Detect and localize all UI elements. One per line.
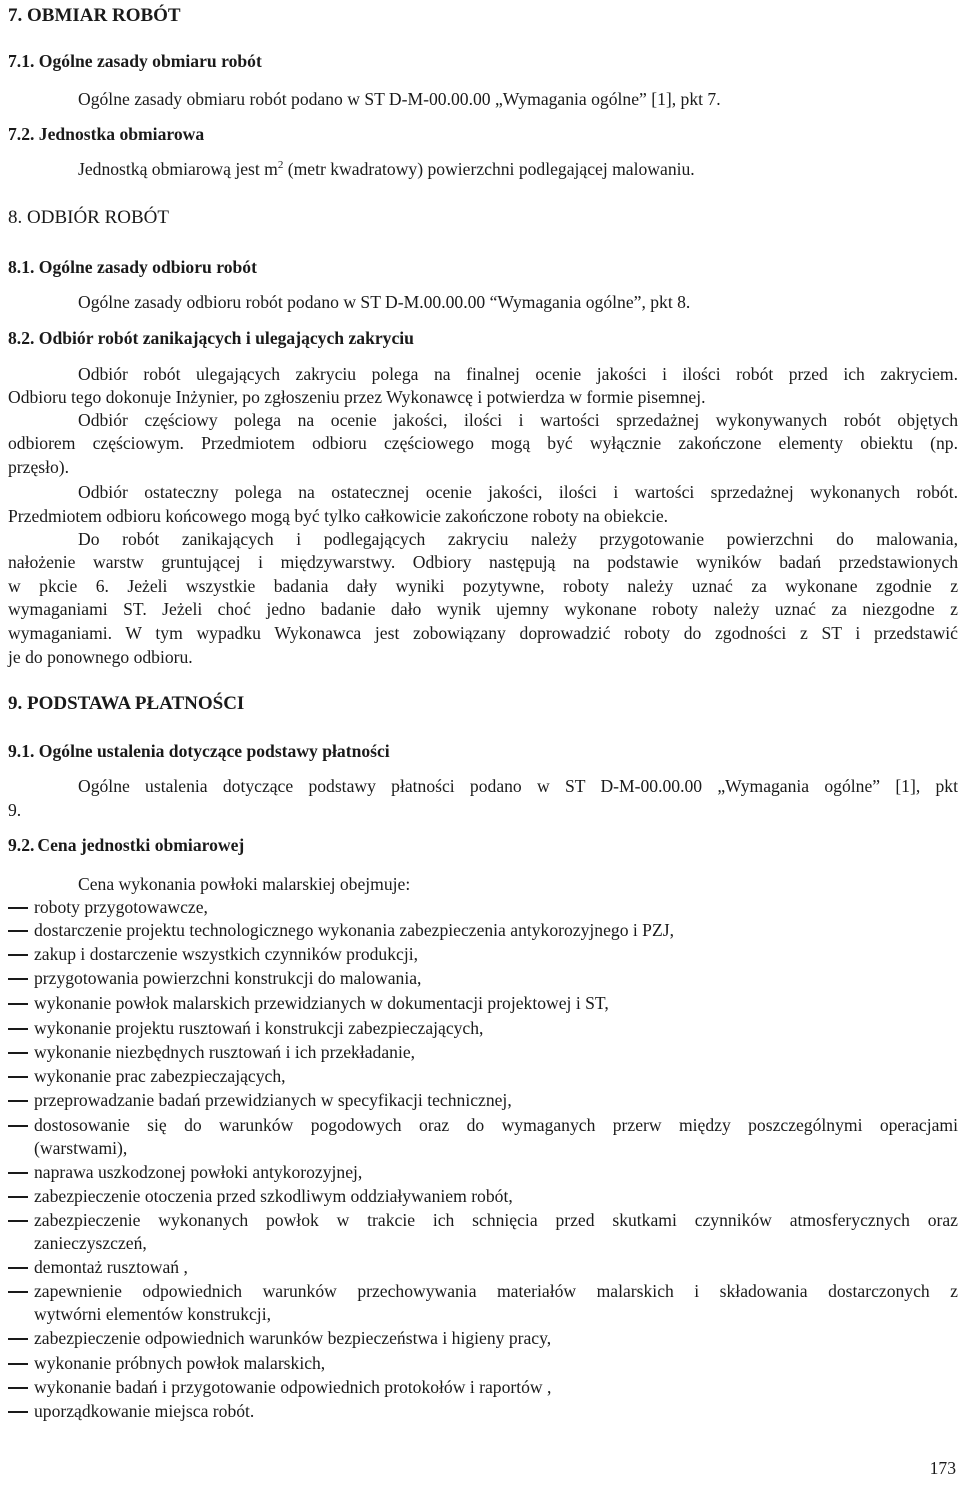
dash-bullet <box>8 1003 28 1005</box>
list-item: zabezpieczenie odpowiednich warunków bezpieczeństwa i higieny pracy, <box>34 1328 552 1348</box>
section-9-heading: 9. PODSTAWA PŁATNOŚCI <box>8 693 245 714</box>
paragraph-line: Odbiór ostateczny polega na ostatecznej ocenie jakości, ilości i wartości sprzedażnej wykonanych robót. <box>78 482 958 502</box>
section-8-heading: 8. ODBIÓR ROBÓT <box>8 207 169 228</box>
paragraph-line: Odbioru tego dokonuje Inżynier, po zgłoszeniu przez Wykonawcę i potwierdza w formie pisemnej. <box>8 387 706 407</box>
dash-bullet <box>8 1196 28 1198</box>
list-item: zakup i dostarczenie wszystkich czynników produkcji, <box>34 944 419 964</box>
section-7-2-heading: 7.2. Jednostka obmiarowa <box>8 124 205 144</box>
dash-bullet <box>8 1028 28 1030</box>
dash-bullet <box>8 930 28 932</box>
dash-bullet <box>8 907 28 909</box>
section-9-1-text: Ogólne ustalenia dotyczące podstawy płatności podano w ST D-M-00.00.00 „Wymagania ogólne” [1], pkt <box>78 776 958 796</box>
section-8-2-heading: 8.2. Odbiór robót zanikających i ulegających zakryciu <box>8 328 414 348</box>
section-8-1-text: Ogólne zasady odbioru robót podano w ST D-M.00.00.00 “Wymagania ogólne”, pkt 8. <box>78 292 691 312</box>
dash-bullet <box>8 978 28 980</box>
dash-bullet <box>8 1125 28 1127</box>
list-item: dostosowanie się do warunków pogodowych oraz do wymaganych przerw między poszczególnymi operacjami <box>34 1115 958 1135</box>
list-item: zabezpieczenie wykonanych powłok w trakcie ich schnięcia przed skutkami czynników atmosferycznych oraz <box>34 1210 958 1230</box>
list-item: zapewnienie odpowiednich warunków przechowywania materiałów malarskich i składowania dostarczonych z <box>34 1281 958 1301</box>
list-item-continuation: zanieczyszczeń, <box>34 1233 147 1253</box>
list-item: naprawa uszkodzonej powłoki antykorozyjnej, <box>34 1162 363 1182</box>
list-item: dostarczenie projektu technologicznego wykonania zabezpieczenia antykorozyjnego i PZJ, <box>34 920 674 940</box>
paragraph-line: je do ponownego odbioru. <box>8 647 193 667</box>
list-item: uporządkowanie miejsca robót. <box>34 1401 255 1421</box>
paragraph-line: odbiorem częściowym. Przedmiotem odbioru częściowego mogą być wyłącznie zakończone elementy obiektu (np. <box>8 433 958 453</box>
section-7-1-heading: 7.1. Ogólne zasady obmiaru robót <box>8 51 262 71</box>
list-item-continuation: wytwórni elementów konstrukcji, <box>34 1304 271 1324</box>
section-9-2-intro: Cena wykonania powłoki malarskiej obejmuje: <box>78 874 411 894</box>
page-number: 173 <box>929 1458 956 1478</box>
dash-bullet <box>8 1100 28 1102</box>
list-item: wykonanie powłok malarskich przewidzianych w dokumentacji projektowej i ST, <box>34 993 609 1013</box>
list-item: roboty przygotowawcze, <box>34 897 208 917</box>
list-item: wykonanie niezbędnych rusztowań i ich przekładanie, <box>34 1042 416 1062</box>
section-9-2-heading: 9.2. Cena jednostki obmiarowej <box>8 835 245 855</box>
paragraph-line: wymaganiami ST. Jeżeli choć jedno badanie dało wynik ujemny wykonane roboty należy uznać za niezgodne z <box>8 599 958 619</box>
dash-bullet <box>8 1267 28 1269</box>
paragraph-line: Do robót zanikających i podlegających zakryciu należy przygotowanie powierzchni do malowania, <box>78 529 958 549</box>
section-7-2-text: Jednostką obmiarową jest $m^2$ (metr kwadratowy) powierzchni podlegającej malowaniu. <box>78 159 695 179</box>
dash-bullet <box>8 1387 28 1389</box>
dash-bullet <box>8 1052 28 1054</box>
dash-bullet <box>8 1076 28 1078</box>
paragraph-line: w pkcie 6. Jeżeli wszystkie badania dały wyniki pozytywne, roboty należy uznać za wykonane zgodnie z <box>8 576 958 596</box>
section-7-heading: 7. OBMIAR ROBÓT <box>8 5 181 26</box>
section-7-1-text: Ogólne zasady obmiaru robót podano w ST D-M-00.00.00 „Wymagania ogólne” [1], pkt 7. <box>78 89 721 109</box>
section-8-1-heading: 8.1. Ogólne zasady odbioru robót <box>8 257 257 277</box>
paragraph-line: przęsło). <box>8 457 70 477</box>
dash-bullet <box>8 1411 28 1413</box>
paragraph-line: wymaganiami. W tym wypadku Wykonawca jest zobowiązany doprowadzić roboty do zgodności z ST i przedstawić <box>8 623 958 643</box>
paragraph-line: Przedmiotem odbioru końcowego mogą być tylko całkowicie zakończone roboty na obiekcie. <box>8 506 669 526</box>
dash-bullet <box>8 1220 28 1222</box>
list-item: wykonanie próbnych powłok malarskich, <box>34 1353 326 1373</box>
section-9-1-text-end: 9. <box>8 800 22 820</box>
dash-bullet <box>8 1363 28 1365</box>
list-item: wykonanie badań i przygotowanie odpowiednich protokołów i raportów , <box>34 1377 552 1397</box>
dash-bullet <box>8 954 28 956</box>
paragraph-line: Odbiór robót ulegających zakryciu polega na finalnej ocenie jakości i ilości robót przed ich zakryciem. <box>78 364 958 384</box>
dash-bullet <box>8 1291 28 1293</box>
list-item: wykonanie prac zabezpieczających, <box>34 1066 286 1086</box>
paragraph-line: Odbiór częściowy polega na ocenie jakości, ilości i wartości sprzedażnej wykonywanych robót objętych <box>78 410 958 430</box>
list-item-continuation: (warstwami), <box>34 1138 128 1158</box>
list-item: przeprowadzanie badań przewidzianych w specyfikacji technicznej, <box>34 1090 512 1110</box>
list-item: przygotowania powierzchni konstrukcji do malowania, <box>34 968 422 988</box>
list-item: zabezpieczenie otoczenia przed szkodliwym oddziaływaniem robót, <box>34 1186 513 1206</box>
dash-bullet <box>8 1172 28 1174</box>
paragraph-line: nałożenie warstw gruntującej i międzywarstwy. Odbiory następują na podstawie wyników badań przedstawionych <box>8 552 958 572</box>
list-item: demontaż rusztowań , <box>34 1257 188 1277</box>
dash-bullet <box>8 1338 28 1340</box>
list-item: wykonanie projektu rusztowań i konstrukcji zabezpieczających, <box>34 1018 484 1038</box>
section-9-1-heading: 9.1. Ogólne ustalenia dotyczące podstawy płatności <box>8 741 390 761</box>
